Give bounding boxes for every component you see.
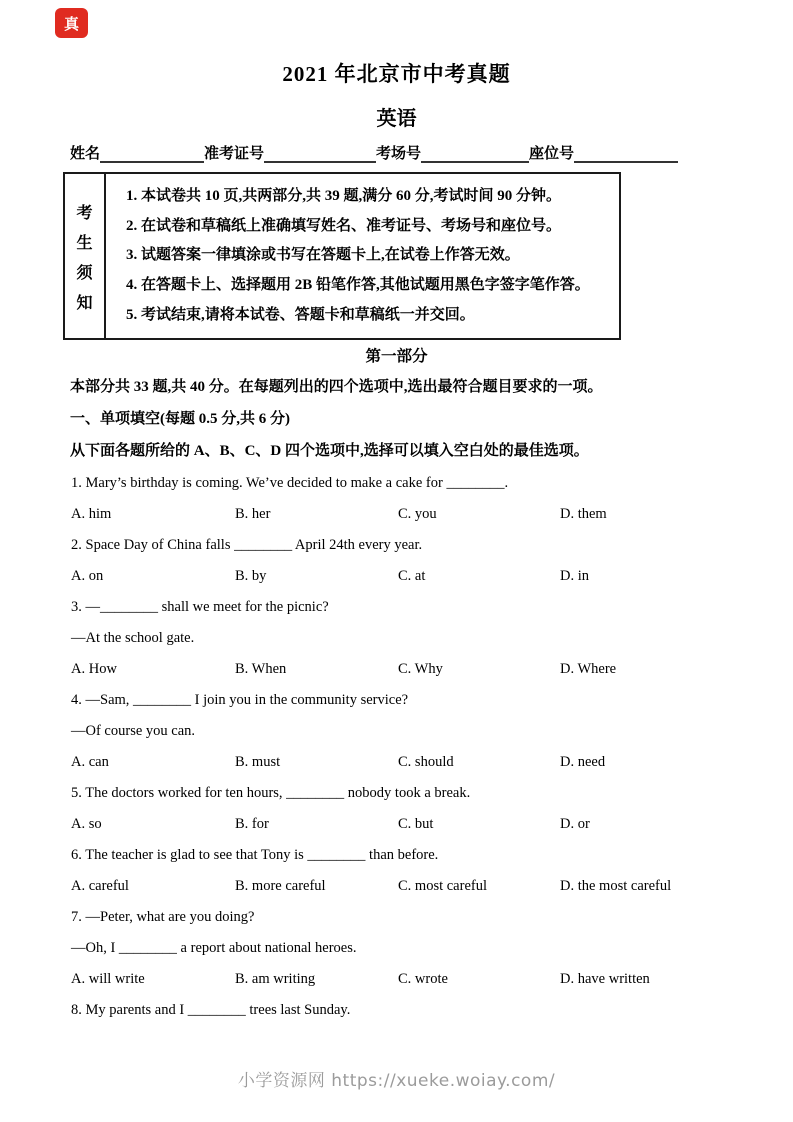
option-cell: B. her	[235, 506, 271, 522]
part-one-description: 本部分共 33 题,共 40 分。在每题列出的四个选项中,选出最符合题目要求的一项。	[70, 379, 603, 395]
site-logo-glyph: 真	[63, 14, 79, 33]
option-cell: A. can	[71, 754, 109, 770]
field-blank-seat	[574, 146, 678, 163]
option-cell: D. the most careful	[560, 878, 672, 894]
option-cell: C. you	[398, 506, 437, 522]
option-cell: D. need	[560, 754, 606, 770]
question-line: —Oh, I ________ a report about national heroes.	[71, 940, 357, 956]
subject-title: 英语	[376, 108, 417, 130]
notice-item: 3. 试题答案一律填涂或书写在答题卡上,在试卷上作答无效。	[126, 247, 520, 264]
field-blank-admission-ticket	[264, 146, 376, 163]
option-cell: A. on	[71, 568, 104, 584]
option-cell: C. most careful	[398, 878, 487, 894]
option-cell: C. wrote	[398, 971, 448, 987]
option-row	[71, 662, 753, 677]
question-line: 8. My parents and I ________ trees last Sunday.	[71, 1002, 351, 1018]
option-cell: C. Why	[398, 661, 443, 677]
option-row	[71, 817, 753, 832]
option-cell: D. have written	[560, 971, 650, 987]
field-label-seat: 座位号	[529, 146, 575, 162]
notice-side-char: 须	[76, 264, 93, 282]
notice-item: 5. 考试结束,请将本试卷、答题卡和草稿纸一并交回。	[126, 306, 475, 323]
field-blank-name	[100, 146, 204, 163]
notice-side-label	[65, 174, 106, 338]
footer-watermark: 小学资源网 https://xueke.woiay.com/	[237, 1071, 556, 1091]
examinee-notice-box	[63, 172, 621, 340]
page-title: 2021 年北京市中考真题	[282, 62, 511, 86]
notice-item: 1. 本试卷共 10 页,共两部分,共 39 题,满分 60 分,考试时间 90 分钟。	[126, 188, 562, 205]
option-cell: D. in	[560, 568, 589, 584]
question-line: 3. —________ shall we meet for the picnic?	[71, 599, 329, 615]
notice-item-list	[106, 174, 619, 338]
question-line: 2. Space Day of China falls ________ April 24th every year.	[71, 537, 423, 553]
option-cell: B. more careful	[235, 878, 326, 894]
notice-side-char: 知	[76, 294, 93, 312]
option-cell: B. by	[235, 568, 267, 584]
section-one-title: 一、单项填空(每题 0.5 分,共 6 分)	[70, 411, 290, 427]
option-cell: A. How	[71, 661, 117, 677]
option-cell: C. but	[398, 816, 434, 832]
option-row	[71, 507, 753, 522]
question-line: 5. The doctors worked for ten hours, ________ nobody took a break.	[71, 785, 471, 801]
site-logo-icon	[55, 8, 88, 38]
option-cell: A. will write	[71, 971, 145, 987]
option-cell: C. at	[398, 568, 426, 584]
notice-side-char: 生	[76, 234, 93, 252]
option-cell: A. so	[71, 816, 102, 832]
option-cell: D. them	[560, 506, 607, 522]
notice-item: 2. 在试卷和草稿纸上准确填写姓名、准考证号、考场号和座位号。	[126, 217, 562, 234]
option-row	[71, 755, 753, 770]
option-cell: B. am writing	[235, 971, 316, 987]
question-line: —At the school gate.	[71, 630, 195, 646]
field-label-exam-room: 考场号	[376, 146, 422, 162]
field-label-admission-ticket: 准考证号	[204, 146, 265, 162]
option-row	[71, 569, 753, 584]
field-blank-exam-room	[421, 146, 529, 163]
option-cell: C. should	[398, 754, 454, 770]
option-cell: A. him	[71, 506, 112, 522]
question-line: 7. —Peter, what are you doing?	[71, 909, 255, 925]
option-row	[71, 879, 753, 894]
field-label-name: 姓名	[70, 146, 101, 162]
section-one-description: 从下面各题所给的 A、B、C、D 四个选项中,选择可以填入空白处的最佳选项。	[70, 443, 589, 459]
option-cell: B. for	[235, 816, 269, 832]
question-line: 6. The teacher is glad to see that Tony is ________ than before.	[71, 847, 439, 863]
option-cell: B. When	[235, 661, 287, 677]
notice-side-char: 考	[76, 204, 93, 222]
option-cell: D. or	[560, 816, 590, 832]
candidate-info-row	[70, 146, 738, 163]
question-line: 4. —Sam, ________ I join you in the community service?	[71, 692, 409, 708]
option-cell: D. Where	[560, 661, 617, 677]
notice-item: 4. 在答题卡上、选择题用 2B 铅笔作答,其他试题用黑色字签字笔作答。	[126, 277, 590, 294]
question-list	[71, 476, 753, 1018]
option-cell: B. must	[235, 754, 281, 770]
question-line: 1. Mary’s birthday is coming. We’ve decided to make a cake for ________.	[71, 475, 509, 491]
option-row	[71, 972, 753, 987]
question-line: —Of course you can.	[71, 723, 196, 739]
option-cell: A. careful	[71, 878, 129, 894]
part-one-title: 第一部分	[365, 348, 428, 365]
